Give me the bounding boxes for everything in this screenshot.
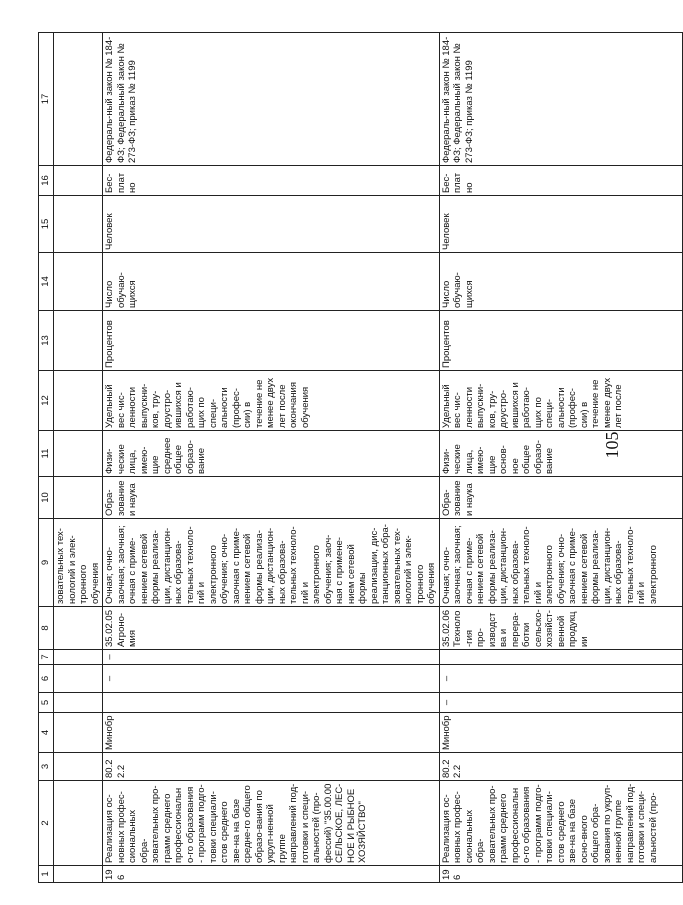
education-forms: Очная; очно-заочная; заочная; очная с приме-нением сетевой формы реализа-ции, дистанцион-ных образова-тельных техноло-гий и электронного обучения; очно-заочная с приме-нением сетевой формы реализа-ции, дистанцион-ных образова-тельных техноло-гий и электронного	[439, 519, 682, 607]
indicator-unit: Процентов	[439, 311, 682, 371]
cell-col7: –	[103, 650, 440, 665]
header-cell: 14	[39, 253, 54, 311]
header-cell: 4	[39, 713, 54, 753]
header-cell: 1	[39, 866, 54, 883]
quality-indicator: Удельный вес чис-ленности выпускни-ков, тру-доустро-ившихся и работаю-щих по специ-альности (профес-сии) в течение не менее двух лет после	[439, 371, 682, 431]
services-table	[38, 32, 683, 883]
header-cell: 6	[39, 665, 54, 693]
rotated-page	[38, 33, 659, 883]
cell-col5: –	[439, 693, 682, 713]
header-cell: 16	[39, 166, 54, 196]
volume-unit: Человек	[103, 196, 440, 253]
activity-area: Обра-зование и наука	[439, 477, 682, 519]
continuation-text: зовательных тех-нологий и элек-тронного обучения	[54, 519, 103, 607]
activity-area: Обра-зование и наука	[103, 477, 440, 519]
row-number: 196	[439, 866, 682, 883]
legal-basis: Федераль-ный закон № 184-ФЗ; Федеральный закон № 273-ФЗ; приказ № 1199	[439, 33, 682, 166]
header-cell: 11	[39, 431, 54, 477]
specialty: 35.02.05 Агроно-мия	[103, 607, 440, 650]
cell-col7	[439, 650, 682, 665]
volume-unit: Человек	[439, 196, 682, 253]
service-code: 80.22.2	[439, 753, 682, 781]
consumers: Физи-ческие лица, имею-щие основ-ное общее образо-вание	[439, 431, 682, 477]
volume-indicator: Число обучаю-щихся	[103, 253, 440, 311]
organization: Минобр	[439, 713, 682, 753]
header-row	[39, 33, 54, 883]
header-cell: 3	[39, 753, 54, 781]
volume-indicator: Число обучаю-щихся	[439, 253, 682, 311]
service-name: Реализация ос-новных профес-сиональных обра-зовательных про-грамм среднего профессионально-го образования - программ подго-товки специали-стов среднего зве-на на базе осно-вного общего обра-зования по укруп-ненной группе направлений под-готовки и специ-альностей (про-	[439, 781, 682, 866]
consumers: Физи-ческие лица, имею-щие среднее общее образо-вание	[103, 431, 440, 477]
payment-type: Бес-платно	[439, 166, 682, 196]
page-number: 105	[602, 431, 622, 459]
header-cell: 2	[39, 781, 54, 866]
header-cell: 5	[39, 693, 54, 713]
header-cell: 13	[39, 311, 54, 371]
quality-indicator: Удельный вес чис-ленности выпускни-ков, тру-доустро-ившихся и работаю-щих по специ-альности (профес-сии) в течение не менее двух лет после окончания обучения	[103, 371, 440, 431]
header-cell: 7	[39, 650, 54, 665]
organization: Минобр	[103, 713, 440, 753]
service-name: Реализация ос-новных профес-сиональных обра-зовательных про-грамм среднего профессионально-го образования - программ подго-товки специали-стов среднего зве-на на базе средне-го общего образо-вания по укруп-ненной группе направлений под-готовки и специ-альностей (про-фессий) "35.00.00 СЕЛЬСКОЕ, ЛЕС-НОЕ И РЫБНОЕ ХОЗЯЙСТВО"	[103, 781, 440, 866]
legal-basis: Федераль-ный закон № 184-ФЗ; Федеральный закон № 273-ФЗ; приказ № 1199	[103, 33, 440, 166]
header-cell: 10	[39, 477, 54, 519]
header-cell: 9	[39, 519, 54, 607]
specialty: 35.02.06 Техноло-гия про-изводства и перера-ботки сельско-хозяйст-венной продукции	[439, 607, 682, 650]
cell-col6: –	[439, 665, 682, 693]
table-row	[103, 33, 440, 883]
cell-col6: –	[103, 665, 440, 693]
header-cell: 8	[39, 607, 54, 650]
cell-col5	[103, 693, 440, 713]
header-cell: 17	[39, 33, 54, 166]
education-forms: Очная; очно-заочная; заочная; очная с приме-нением сетевой формы реализа-ции, дистанцион-ных образова-тельных техноло-гий и электронного обучения; очно-заочная с приме-нением сетевой формы реализа-ции, дистанцион-ных образова-тельных техноло-гий и электронного обучения; заоч-ная с примене-нием сетевой формы реализации, дис-танционных обра-зовательных тех-нологий и элек-тронного обучения	[103, 519, 440, 607]
table-row	[439, 33, 682, 883]
continuation-row	[54, 33, 103, 883]
row-number: 196	[103, 866, 440, 883]
indicator-unit: Процентов	[103, 311, 440, 371]
payment-type: Бес-платно	[103, 166, 440, 196]
service-code: 80.22.2	[103, 753, 440, 781]
header-cell: 12	[39, 371, 54, 431]
header-cell: 15	[39, 196, 54, 253]
